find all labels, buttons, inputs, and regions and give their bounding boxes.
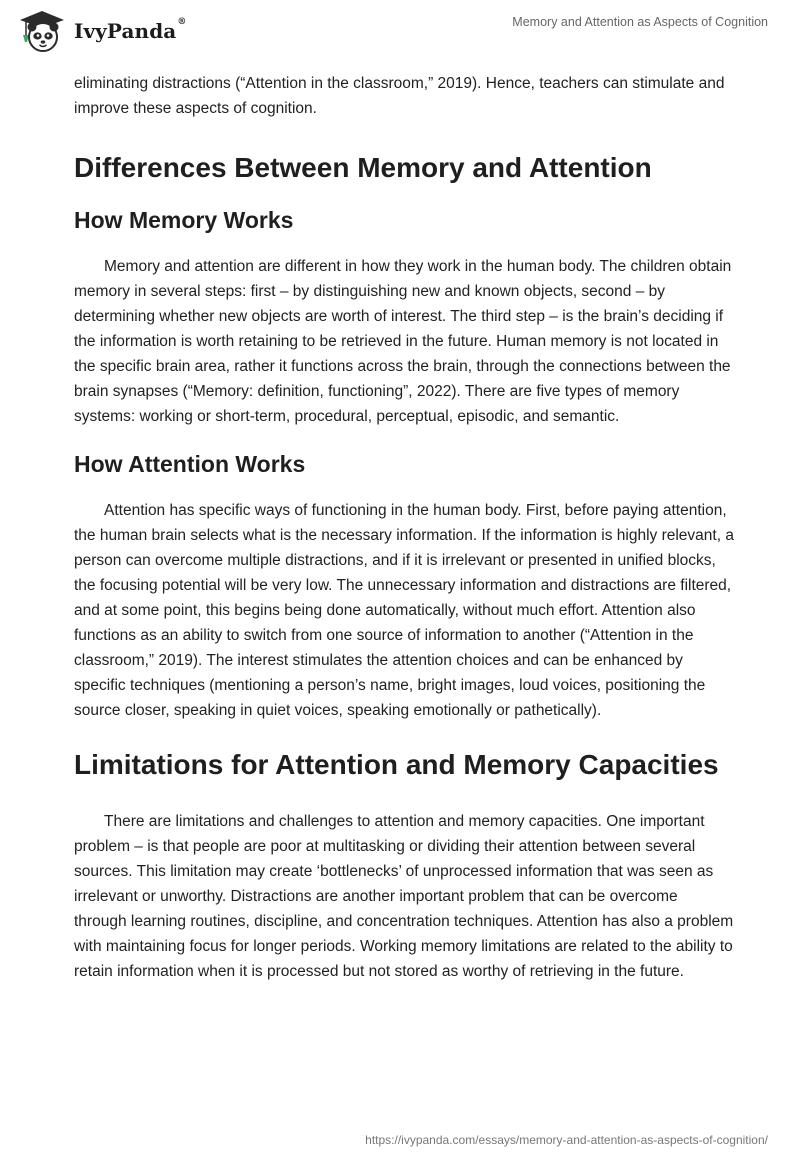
attention-paragraph: Attention has specific ways of functioning in the human body. First, before paying attention, the human brain selects what is the necessary information. If the information is highly relevant, a person can overcome multiple distractions, and if it is irrelevant or presented in unified blocks, the focusing potential will be very low. The unnecessary information and distractions are filtered, and at some point, this begins being done automatically, without much effort. Attention also functions as an ability to switch from one source of information to another (“Attention in the classroom,” 2019). The interest stimulates the attention choices and can be enhanced by specific techniques (mentioning a person’s name, bright images, loud voices, positioning the source closer, speaking in quiet voices, speaking emotionally or pathetically).: [74, 502, 734, 719]
brand-logo[interactable]: [18, 9, 186, 53]
section-heading-limitations: Limitations for Attention and Memory Capacities: [74, 749, 719, 780]
section-heading-differences: Differences Between Memory and Attention: [74, 152, 652, 183]
source-url[interactable]: https://ivypanda.com/essays/memory-and-attention-as-aspects-of-cognition/: [365, 1133, 768, 1147]
article-body: [74, 71, 734, 984]
subsection-heading-attention: How Attention Works: [74, 451, 306, 477]
subsection-heading-memory: How Memory Works: [74, 207, 294, 233]
memory-paragraph: Memory and attention are different in how they work in the human body. The children obtain memory in several steps: first – by distinguishing new and known objects, second – by determining whether new objects are worth of interest. The third step – is the brain’s deciding if the information is worth retaining to be retrieved in the future. Human memory is not located in the specific brain area, rather it functions across the brain, through the connections between the brain synapses (“Memory: definition, functioning”, 2022). There are five types of memory systems: working or short-term, procedural, perceptual, episodic, and semantic.: [74, 258, 732, 425]
document-title: Memory and Attention as Aspects of Cognition: [512, 15, 768, 29]
page-header: [0, 0, 800, 60]
limitations-paragraph: There are limitations and challenges to attention and memory capacities. One important problem – is that people are poor at multitasking or dividing their attention between several sources. This limitation may create ‘bottlenecks’ of unprocessed information that was seen as irrelevant or unworthy. Distractions are another important problem that can be overcome through learning routines, discipline, and concentration techniques. Attention has also a problem with maintaining focus for longer periods. Working memory limitations are related to the ability to retain information when it is processed but not stored as worthy of retrieving in the future.: [74, 813, 734, 980]
panda-graduate-icon: [18, 9, 66, 53]
brand-name: IvyPanda®: [74, 17, 187, 43]
intro-paragraph: eliminating distractions (“Attention in the classroom,” 2019). Hence, teachers can stimulate and improve these aspects of cognition.: [74, 75, 725, 117]
